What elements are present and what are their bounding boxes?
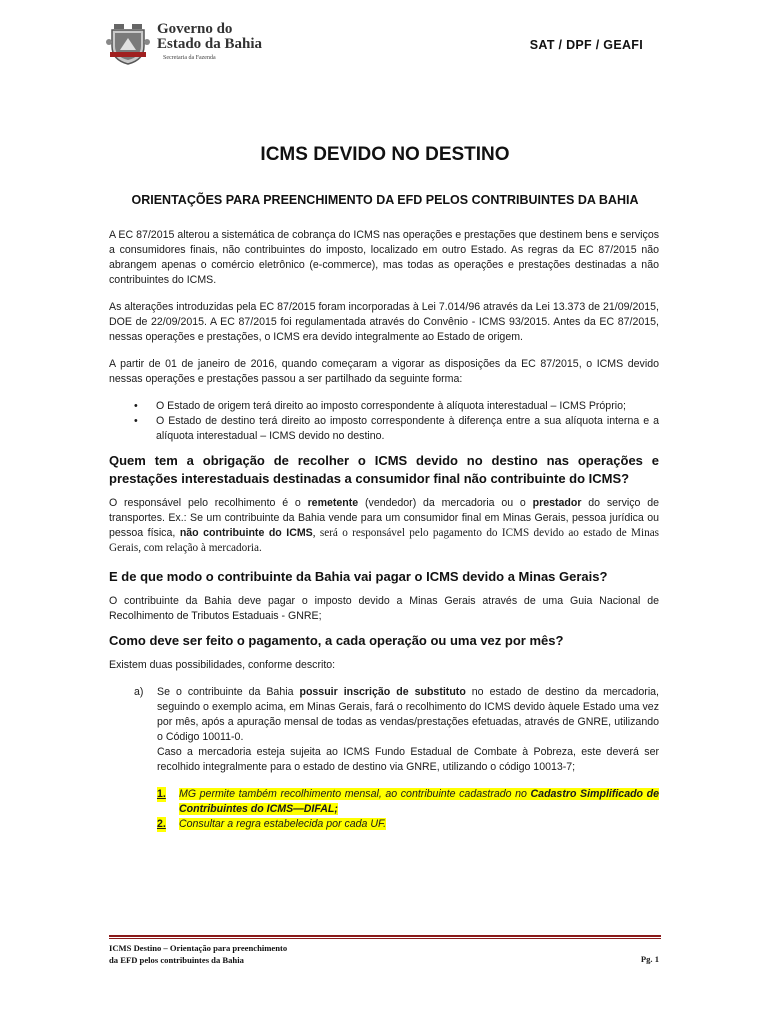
question-heading-3: Como deve ser feito o pagamento, a cada operação ou uma vez por mês? xyxy=(109,633,564,648)
page-number: Pg. 1 xyxy=(640,954,659,964)
option-a-marker: a) xyxy=(134,686,144,698)
emphasis-nao-contribuinte: não contribuinte do ICMS xyxy=(179,527,313,539)
government-logo-text xyxy=(157,22,262,64)
emphasis-remetente: remetente xyxy=(307,497,359,509)
paragraph-gnre: O contribuinte da Bahia deve pagar o imposto devido a Minas Gerais através de uma Guia Nacional de Recolhimento de Tributos Estaduais - GNRE; xyxy=(109,595,659,622)
sharing-list xyxy=(109,399,659,444)
footer-line-1: ICMS Destino – Orientação para preenchimento xyxy=(109,943,288,953)
paragraph-sharing: A partir de 01 de janeiro de 2016, quando começaram a vigorar as disposições da EC 87/2015, o ICMS devido nessas operações e prestações passou a ser partilhado da seguinte forma: xyxy=(109,358,659,385)
paragraph-responsible: O responsável pelo recolhimento é o remetente (vendedor) da mercadoria ou o prestador do serviço de transportes. Ex.: Se um contribuinte da Bahia vende para um consumidor final em Minas Gerais, pessoa jurídica ou pessoa física, não contribuinte do ICMS, será o responsável pelo pagamento do ICMS devido ao estado de Minas Gerais, com relação à mercadoria. xyxy=(109,497,660,554)
footer-text xyxy=(109,942,287,966)
document-body xyxy=(109,228,659,832)
bullet-icon: • xyxy=(134,415,138,427)
note-number: 1. xyxy=(157,788,166,800)
note-number: 2. xyxy=(157,818,166,830)
list-item xyxy=(109,414,659,444)
list-item xyxy=(109,399,659,414)
note-item: 1. MG permite também recolhimento mensal, ao contribuinte cadastrado no Cadastro Simplificado de Contribuintes do ICMS—DIFAL; xyxy=(157,788,659,815)
note-item: 2. Consultar a regra estabelecida por cada UF. xyxy=(157,818,387,830)
footer-rule xyxy=(109,935,661,937)
bullet-text: O Estado de origem terá direito ao imposto correspondente à alíquota interestadual – ICMS Próprio; xyxy=(156,400,626,412)
question-heading-1: Quem tem a obrigação de recolher o ICMS devido no destino nas operações e prestações interestaduais destinadas a consumidor final não contribuinte do ICMS? xyxy=(109,453,659,486)
question-heading-2: E de que modo o contribuinte da Bahia vai pagar o ICMS devido a Minas Gerais? xyxy=(109,569,608,584)
emphasis-prestador: prestador xyxy=(532,497,582,509)
gov-line-1: Governo do xyxy=(157,21,233,37)
bullet-icon: • xyxy=(134,400,138,412)
option-a: a) Se o contribuinte da Bahia possuir inscrição de substituto no estado de destino da mercadoria, seguindo o exemplo acima, em Minas Gerais, fará o recolhimento do ICMS devido àquele Estado uma vez por mês, após a apuração mensal de todas as vendas/prestações efetuadas, através de GNRE, utilizando o Código 10011-0. Caso a mercadoria esteja sujeita ao ICMS Fundo Estadual de Combate à Pobreza, este deverá ser recolhido integralmente para o estado de destino via GNRE, utilizando o código 10013-7; xyxy=(134,686,660,773)
document-subtitle: ORIENTAÇÕES PARA PREENCHIMENTO DA EFD PELOS CONTRIBUINTES DA BAHIA xyxy=(131,193,639,207)
gov-line-3: Secretaria da Fazenda xyxy=(163,55,216,61)
bullet-text: O Estado de destino terá direito ao imposto correspondente à diferença entre a sua alíquota interna e a alíquota interestadual – ICMS devido no destino. xyxy=(156,415,659,442)
footer-line-2: da EFD pelos contribuintes da Bahia xyxy=(109,955,244,965)
department-code: SAT / DPF / GEAFI xyxy=(529,38,643,52)
document-title: ICMS DEVIDO NO DESTINO xyxy=(260,144,510,165)
notes-list xyxy=(157,787,659,832)
paragraph-intro: A EC 87/2015 alterou a sistemática de cobrança do ICMS nas operações e prestações que destinem bens e serviços a consumidores finais, não contribuintes do imposto, localizado em outro Estado. As regras da EC 87/2015 não abrangem apenas o comércio eletrônico (e-commerce), mas todas as operações e prestações destinadas a não contribuintes do ICMS. xyxy=(109,229,660,286)
bahia-coat-of-arms-icon xyxy=(106,22,150,66)
emphasis-substituto: possuir inscrição de substituto xyxy=(299,686,466,698)
paragraph-law: As alterações introduzidas pela EC 87/2015 foram incorporadas à Lei 7.014/96 através da Lei 13.373 de 21/09/2015, DOE de 22/09/2015. A EC 87/2015 foi regulamentada através do Convênio - ICMS 93/2015. Antes da EC 87/2015, nessas operações e prestações, o ICMS era devido integralmente ao Estado de origem. xyxy=(109,301,659,343)
paragraph-fundo-pobreza: Caso a mercadoria esteja sujeita ao ICMS Fundo Estadual de Combate à Pobreza, este deverá ser recolhido integralmente para o estado de destino via GNRE, utilizando o código 10013-7; xyxy=(157,746,659,773)
paragraph-possibilities: Existem duas possibilidades, conforme descrito: xyxy=(109,659,336,671)
gov-line-2: Estado da Bahia xyxy=(157,36,263,52)
footer-rule-thin xyxy=(109,938,661,939)
